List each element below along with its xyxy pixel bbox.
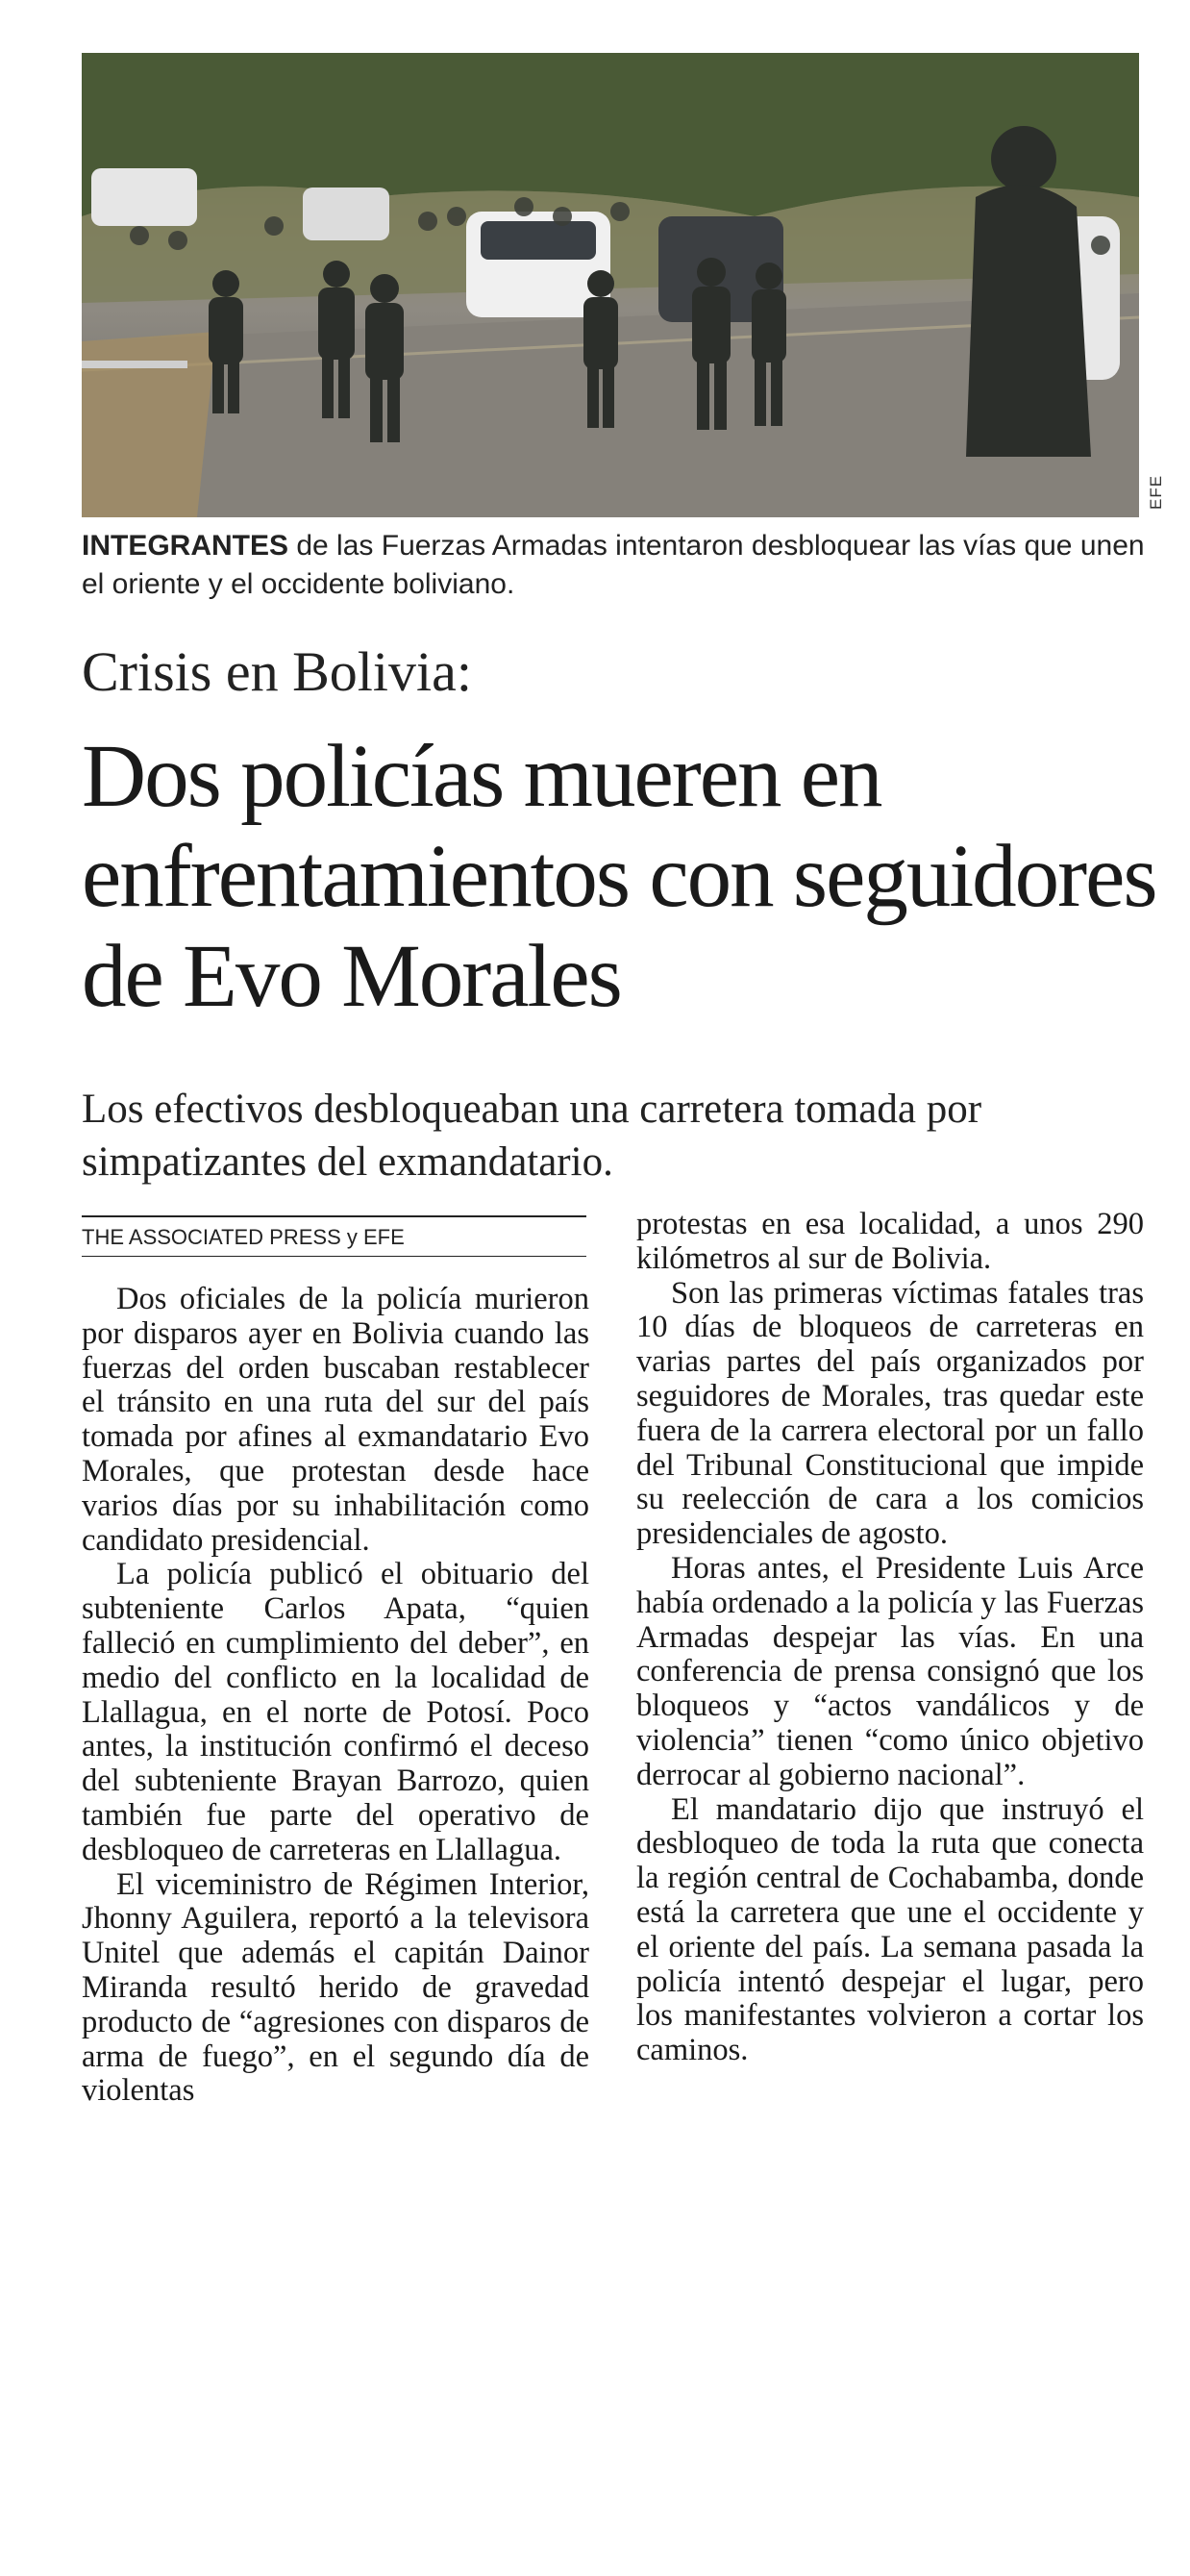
article-kicker: Crisis en Bolivia: xyxy=(82,640,472,703)
news-photo xyxy=(82,53,1139,517)
photo-credit: EFE xyxy=(1147,474,1165,510)
caption-text: de las Fuerzas Armadas intentaron desbloquear las vías que unen el oriente y el occidente boliviano. xyxy=(82,530,1145,600)
article-byline: THE ASSOCIATED PRESS y EFE xyxy=(82,1215,586,1257)
body-paragraph-continuation: protestas en esa localidad, a unos 290 kilómetros al sur de Bolivia. xyxy=(636,1207,1144,1276)
article-column-left xyxy=(82,1283,589,2109)
body-paragraph: Dos oficiales de la policía murieron por disparos ayer en Bolivia cuando las fuerzas del orden buscaban restablecer el tránsito en una ruta del sur del país tomada por afines al exmandatario Evo Morales, que protestan desde hace varios días por su inhabilitación como candidato presidencial. xyxy=(82,1282,589,1558)
body-paragraph: El mandatario dijo que instruyó el desbloqueo de toda la ruta que conecta la región central de Cochabamba, donde está la carretera que une el occidente y el oriente del país. La semana pasada la policía intentó despejar el lugar, pero los manifestantes volvieron a cortar los caminos. xyxy=(636,1791,1144,2068)
caption-lead: INTEGRANTES xyxy=(82,530,289,562)
photo-caption xyxy=(82,527,1149,604)
article-headline: Dos policías mueren en enfrentamientos con seguidores de Evo Morales xyxy=(82,727,1156,1026)
body-paragraph: El viceministro de Régimen Interior, Jhonny Aguilera, reportó a la televisora Unitel que además el capitán Dainor Miranda resultó herido de gravedad producto de “agresiones con disparos de arma de fuego”, en el segundo día de violentas xyxy=(82,1866,589,2109)
body-paragraph: Son las primeras víctimas fatales tras 10 días de bloqueos de carreteras en varias partes del país organizados por seguidores de Morales, tras quedar este fuera de la carrera electoral por un fallo del Tribunal Constitucional que impide su reelección de cara a los comicios presidenciales de agosto. xyxy=(636,1275,1144,1552)
soldiers-on-road-illustration xyxy=(82,53,1139,517)
article-deck: Los efectivos desbloqueaban una carretera tomada por simpatizantes del exmandatario. xyxy=(82,1087,982,1185)
body-paragraph: La policía publicó el obituario del subteniente Carlos Apata, “quien falleció en cumplimiento del deber”, en medio del conflicto en la localidad de Llallagua, en el norte de Potosí. Poco antes, la institución confirmó el deceso del subteniente Brayan Barrozo, quien también fue parte del operativo de desbloqueo de carreteras en Llallagua. xyxy=(82,1557,589,1867)
article-column-right xyxy=(636,1208,1144,2068)
body-paragraph: Horas antes, el Presidente Luis Arce había ordenado a la policía y las Fuerzas Armadas despejar las vías. En una conferencia de prensa consignó que los bloqueos y “actos vandálicos y de violencia” tienen “como único objetivo derrocar al gobierno nacional”. xyxy=(636,1550,1144,1792)
